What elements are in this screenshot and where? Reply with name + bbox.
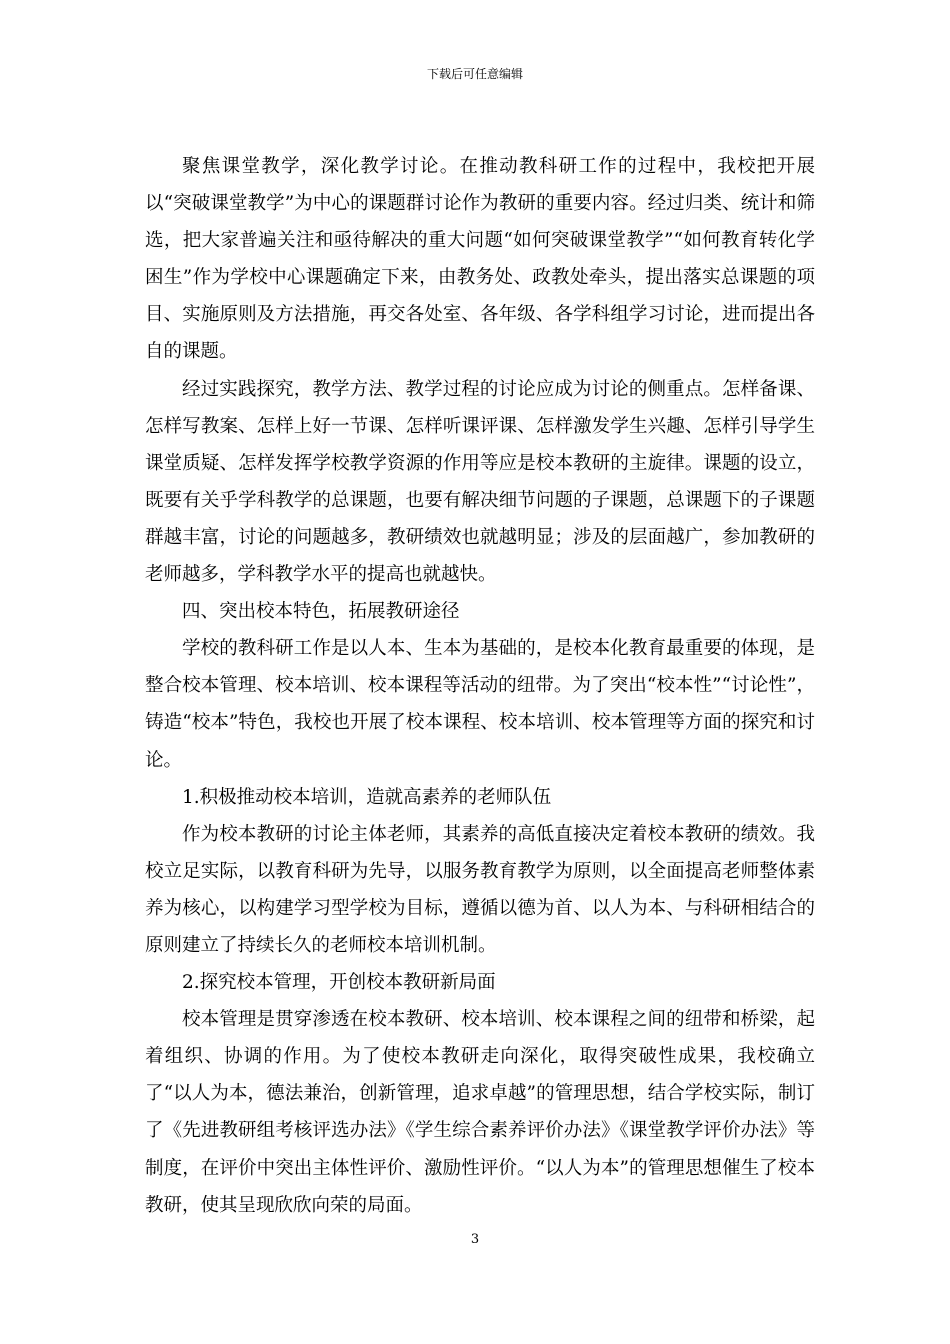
paragraph-school-research: 学校的教科研工作是以人本、生本为基础的，是校本化教育最重要的体现，是整合校本管理、校本培训、校本课程等活动的纽带。为了突出“校本性”“讨论性”，铸造“校本”特色，我校也开展了校本课程、校本培训、校本管理等方面的探究和讨论。 [145, 638, 815, 771]
page-number: 3 [470, 1232, 480, 1247]
document-body [145, 148, 815, 1224]
paragraph-classroom-teaching: 聚焦课堂教学，深化教学讨论。在推动教科研工作的过程中，我校把开展以“突破课堂教学”为中心的课题群讨论作为教研的重要内容。经过归类、统计和筛选，把大家普遍关注和亟待解决的重大问题“如何突破课堂教学”“如何教育转化学困生”作为学校中心课题确定下来，由教务处、政教处牵头，提出落实总课题的项目、实施原则及方法措施，再交各处室、各年级、各学科组学习讨论，进而提出各自的课题。 [145, 156, 815, 363]
paragraph-teacher-training: 作为校本教研的讨论主体老师，其素养的高低直接决定着校本教研的绩效。我校立足实际，以教育科研为先导，以服务教育教学为原则，以全面提高老师整体素养为核心，以构建学习型学校为目标，遵循以德为首、以人为本、与科研相结合的原则建立了持续长久的老师校本培训机制。 [145, 823, 815, 956]
subheading-management: 2.探究校本管理，开创校本教研新局面 [182, 972, 496, 994]
section-heading-four: 四、突出校本特色，拓展教研途径 [182, 601, 460, 623]
subheading-training: 1.积极推动校本培训，造就高素养的老师队伍 [182, 786, 552, 808]
paragraph-practice-exploration: 经过实践探究，教学方法、教学过程的讨论应成为讨论的侧重点。怎样备课、怎样写教案、怎样上好一节课、怎样听课评课、怎样激发学生兴趣、怎样引导学生课堂质疑、怎样发挥学校教学资源的作用等应是校本教研的主旋律。课题的设立，既要有关乎学科教学的总课题，也要有解决细节问题的子课题，总课题下的子课题群越丰富，讨论的问题越多，教研绩效也就越明显；涉及的层面越广，参加教研的老师越多，学科教学水平的提高也就越快。 [145, 378, 815, 586]
paragraph-school-management: 校本管理是贯穿渗透在校本教研、校本培训、校本课程之间的纽带和桥梁，起着组织、协调的作用。为了使校本教研走向深化，取得突破性成果，我校确立了“以人为本，德法兼治，创新管理，追求卓越”的管理思想，结合学校实际，制订了《先进教研组考核评选办法》《学生综合素养评价办法》《课堂教学评价办法》等制度，在评价中突出主体性评价、激励性评价。“以人为本”的管理思想催生了校本教研，使其呈现欣欣向荣的局面。 [145, 1009, 815, 1216]
page-header: 下载后可任意编辑 [426, 67, 523, 81]
